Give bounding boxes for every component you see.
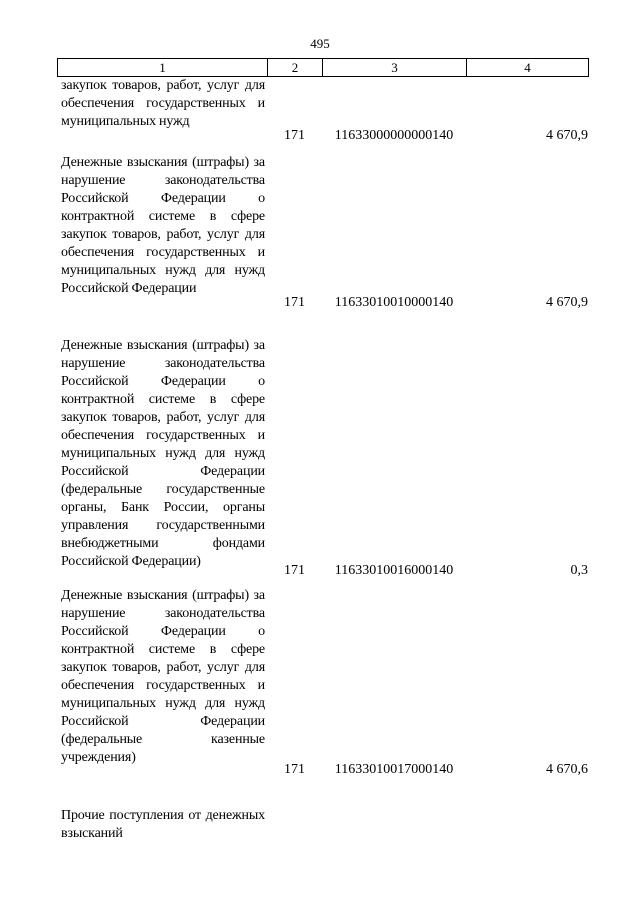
row-amount: 4 670,9 [546,295,588,310]
column-header-1: 1 [58,59,268,76]
row-classification-code: 11633000000000140 [334,128,454,143]
column-header-3: 3 [323,59,467,76]
row-admin-code: 171 [284,563,305,578]
row-description: закупок товаров, работ, услуг для обеспечения государственных и муниципальных нужд [61,78,265,129]
row-description: Денежные взыскания (штрафы) за нарушение законодательства Российской Федерации о контрактной системе в сфере закупок товаров, работ, услуг для обеспечения государственных и муниципальных нужд для нужд Российской Федерации (федеральные казенные учреждения) [61,588,265,765]
row-amount: 4 670,6 [546,762,588,777]
row-admin-code: 171 [284,128,305,143]
row-admin-code: 171 [284,762,305,777]
row-description: Денежные взыскания (штрафы) за нарушение законодательства Российской Федерации о контрактной системе в сфере закупок товаров, работ, услуг для обеспечения государственных и муниципальных нужд для нужд Российской Федерации [61,155,265,296]
row-admin-code: 171 [284,295,305,310]
column-header-4: 4 [467,59,589,76]
row-classification-code: 11633010010000140 [334,295,454,310]
row-amount: 0,3 [570,563,588,578]
row-amount: 4 670,9 [546,128,588,143]
row-classification-code: 11633010016000140 [334,563,454,578]
row-description: Денежные взыскания (штрафы) за нарушение законодательства Российской Федерации о контрактной системе в сфере закупок товаров, работ, услуг для обеспечения государственных и муниципальных нужд для нужд Российской Федерации (федеральные государственные органы, Банк России, органы управления государственными внебюджетными фондами Российской Федерации) [61,338,265,569]
page-number: 495 [310,36,330,51]
table-header [57,58,589,77]
row-classification-code: 11633010017000140 [334,762,454,777]
row-description: Прочие поступления от денежных взысканий [61,808,265,841]
column-header-2: 2 [268,59,323,76]
